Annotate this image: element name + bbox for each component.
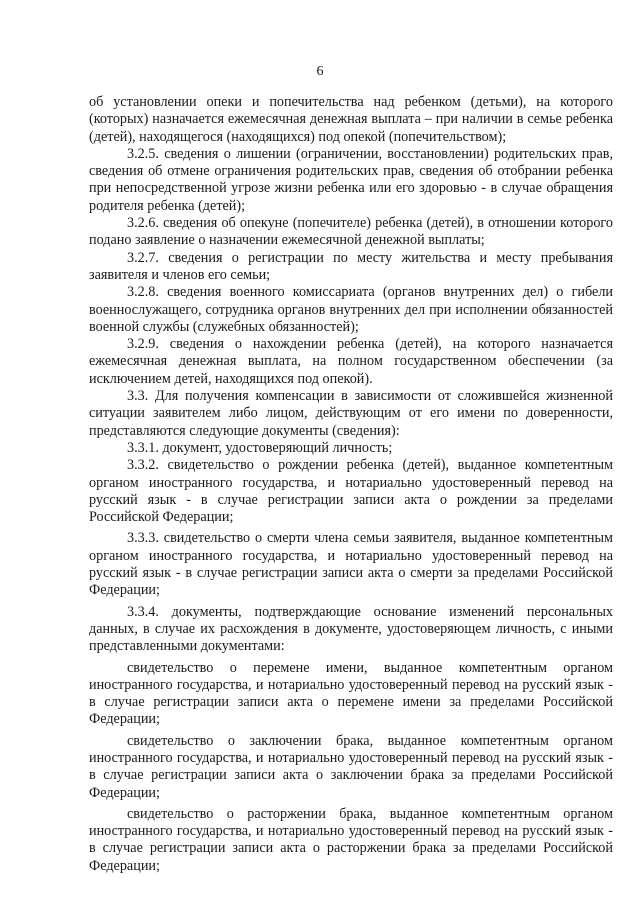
paragraph: 3.2.5. сведения о лишении (ограничении, восстановлении) родительских прав, сведения об отмене ограничения родительских прав, сведения об отобрании ребенка при непосредственной угрозе жизни ребенка или его здоровью - в случае обращения родителя ребенка (детей); (89, 145, 613, 214)
document-body (89, 94, 613, 875)
paragraph: об установлении опеки и попечительства над ребенком (детьми), на которого (которых) назначается ежемесячная денежная выплата – при наличии в семье ребенка (детей), находящегося (находящихся) под опекой (попечительством); (89, 94, 613, 145)
paragraph: свидетельство о перемене имени, выданное компетентным органом иностранного государства, и нотариально удостоверенный перевод на русский язык - в случае регистрации записи акта о перемене имени за пределами Российской Федерации; (89, 659, 613, 728)
paragraph: 3.3.2. свидетельство о рождении ребенка (детей), выданное компетентным органом иностранного государства, и нотариально удостоверенный перевод на русский язык - в случае регистрации записи акта о рождении за пределами Российской Федерации; (89, 457, 613, 526)
paragraph: 3.3.4. документы, подтверждающие основание изменений персональных данных, в случае их расхождения в документе, удостоверяющем личность, с иными представленными документами: (89, 603, 613, 655)
paragraph: свидетельство о расторжении брака, выданное компетентным органом иностранного государства, и нотариально удостоверенный перевод на русский язык - в случае регистрации записи акта о расторжении брака за пределами Российской Федерации; (89, 805, 613, 874)
paragraph: 3.2.7. сведения о регистрации по месту жительства и месту пребывания заявителя и членов его семьи; (89, 249, 613, 283)
paragraph: 3.2.9. сведения о нахождении ребенка (детей), на которого назначается ежемесячная денежная выплата, на полном государственном обеспечении (за исключением детей, находящихся под опекой). (89, 336, 613, 387)
paragraph: 3.3.1. документ, удостоверяющий личность; (127, 439, 393, 456)
paragraph: 3.3.3. свидетельство о смерти члена семьи заявителя, выданное компетентным органом иностранного государства, и нотариально удостоверенный перевод на русский язык - в случае регистрации записи акта о смерти за пределами Российской Федерации; (89, 530, 613, 599)
page-number: 6 (316, 64, 324, 79)
paragraph: свидетельство о заключении брака, выданное компетентным органом иностранного государства, и нотариально удостоверенный перевод на русский язык - в случае регистрации записи акта о заключении брака за пределами Российской Федерации; (89, 732, 613, 801)
paragraph: 3.2.6. сведения об опекуне (попечителе) ребенка (детей), в отношении которого подано заявление о назначении ежемесячной денежной выплаты; (89, 215, 613, 249)
paragraph: 3.2.8. сведения военного комиссариата (органов внутренних дел) о гибели военнослужащего, сотрудника органов внутренних дел при исполнении обязанностей военной службы (служебных обязанностей); (89, 284, 613, 335)
paragraph: 3.3. Для получения компенсации в зависимости от сложившейся жизненной ситуации заявителем либо лицом, действующим от его имени по доверенности, представляются следующие документы (сведения): (89, 388, 613, 439)
